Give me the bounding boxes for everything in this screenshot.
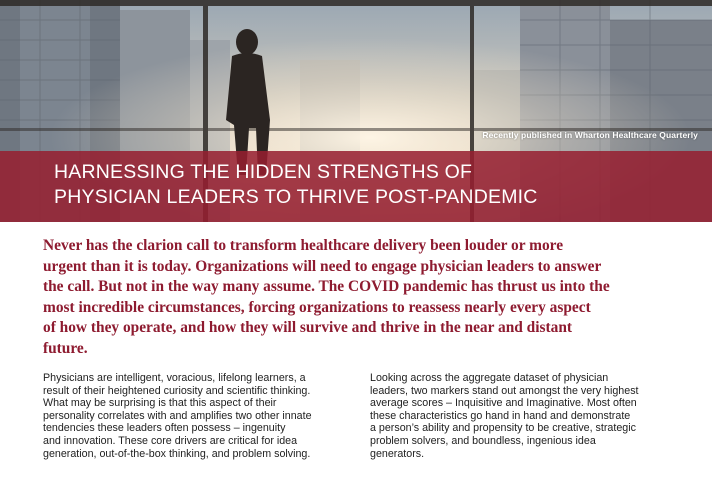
body-line: result of their heightened curiosity and scientific thinking. [43,384,311,397]
body-line: a person’s ability and propensity to be creative, strategic [370,422,636,435]
body-column-right [370,372,690,460]
body-line: these characteristics go hand in hand and demonstrate [370,409,631,422]
lead-line: Never has the clarion call to transform healthcare delivery been louder or more [43,237,564,254]
body-line: tendencies these leaders often possess – ingenuity [43,422,286,435]
lead-line: of how they operate, and how they will survive and thrive in the near and distant [43,319,573,336]
lead-line: future. [43,339,88,357]
lead-line: urgent than it is today. Organizations will need to engage physician leaders to answer [43,257,602,275]
body-line: problem solvers, and boundless, ingenious idea [370,434,596,447]
lead-paragraph [43,236,683,359]
body-line: personality correlates with and amplifies two other innate [43,409,312,422]
body-line: Physicians are intelligent, voracious, lifelong learners, a [43,372,306,384]
body-line: Looking across the aggregate dataset of physician [370,372,609,384]
publication-caption: Recently published in Wharton Healthcare Quarterly [482,130,698,140]
title-line: PHYSICIAN LEADERS TO THRIVE POST-PANDEMIC [54,186,538,208]
lead-line: the call. But not in the way many assume. The COVID pandemic has thrust us into the [43,278,610,295]
body-line: generation, out-of-the-box thinking, and problem solving. [43,447,311,460]
title-line: HARNESSING THE HIDDEN STRENGTHS OF [54,161,473,183]
lead-line: most incredible circumstances, forcing organizations to reassess nearly every aspect [43,298,591,316]
body-line: generators. [370,447,425,460]
body-line: What may be surprising is that this aspect of their [43,397,277,410]
body-column-left [43,372,363,460]
body-line: and innovation. These core drivers are critical for idea [43,434,298,447]
body-line: average scores – Inquisitive and Imaginative. Most often [370,397,637,410]
page-title [54,160,694,210]
body-line: leaders, two markers stand out amongst the very highest [370,384,639,397]
